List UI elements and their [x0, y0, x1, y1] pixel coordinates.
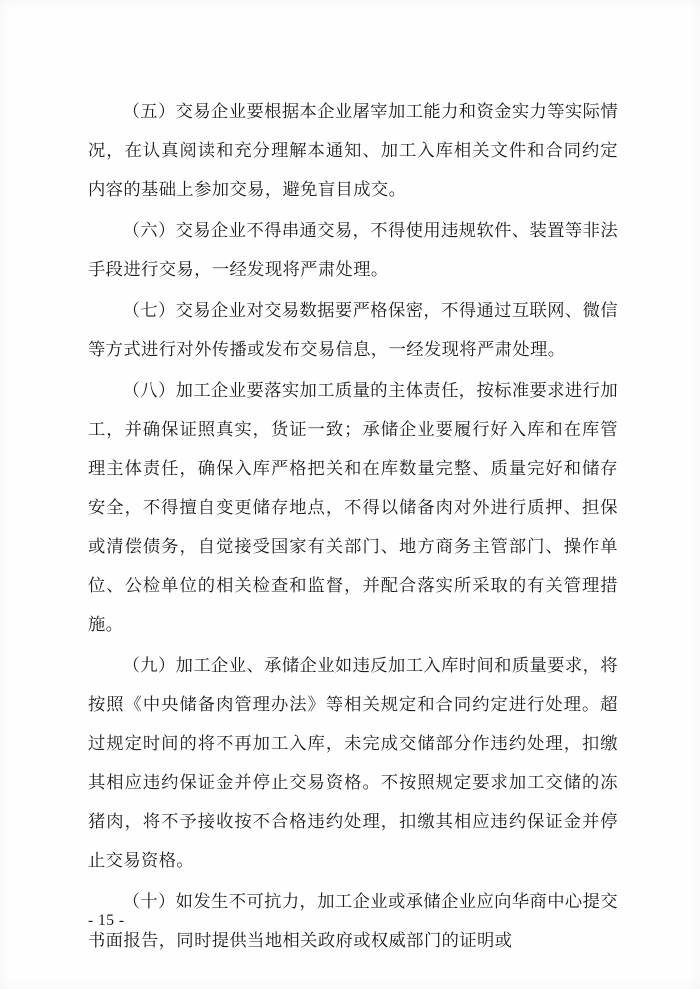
paragraph: （八）加工企业要落实加工质量的主体责任，按标准要求进行加工，并确保证照真实，货证一致；承储企业要履行好入库和在库管理主体责任，确保入库严格把关和在库数量完整、质量完好和储存安全，不得擅自变更储存地点，不得以储备肉对外进行质押、担保或清偿债务，自觉接受国家有关部门、地方商务主管部门、操作单位、公检单位的相关检查和监督，并配合落实所采取的有关管理措施。 — [88, 381, 618, 634]
paragraph: （六）交易企业不得串通交易，不得使用违规软件、装置等非法手段进行交易，一经发现将严肃处理。 — [88, 221, 618, 279]
paragraph: （十）如发生不可抗力，加工企业或承储企业应向华商中心提交书面报告，同时提供当地相关政府或权威部门的证明或 — [88, 892, 618, 950]
document-body — [88, 92, 618, 962]
paragraph: （九）加工企业、承储企业如违反加工入库时间和质量要求，将按照《中央储备肉管理办法》等相关规定和合同约定进行处理。超过规定时间的将不再加工入库，未完成交储部分作违约处理，扣缴其相应违约保证金并停止交易资格。不按照规定要求加工交储的冻猪肉，将不予接收按不合格违约处理，扣缴其相应违约保证金并停止交易资格。 — [88, 656, 618, 870]
paragraph: （七）交易企业对交易数据要严格保密，不得通过互联网、微信等方式进行对外传播或发布交易信息，一经发现将严肃处理。 — [88, 301, 618, 359]
page-footer — [88, 912, 618, 930]
paragraph: （五）交易企业要根据本企业屠宰加工能力和资金实力等实际情况，在认真阅读和充分理解本通知、加工入库相关文件和合同约定内容的基础上参加交易，避免盲目成交。 — [88, 102, 618, 199]
page-number: - 15 - — [88, 912, 125, 929]
